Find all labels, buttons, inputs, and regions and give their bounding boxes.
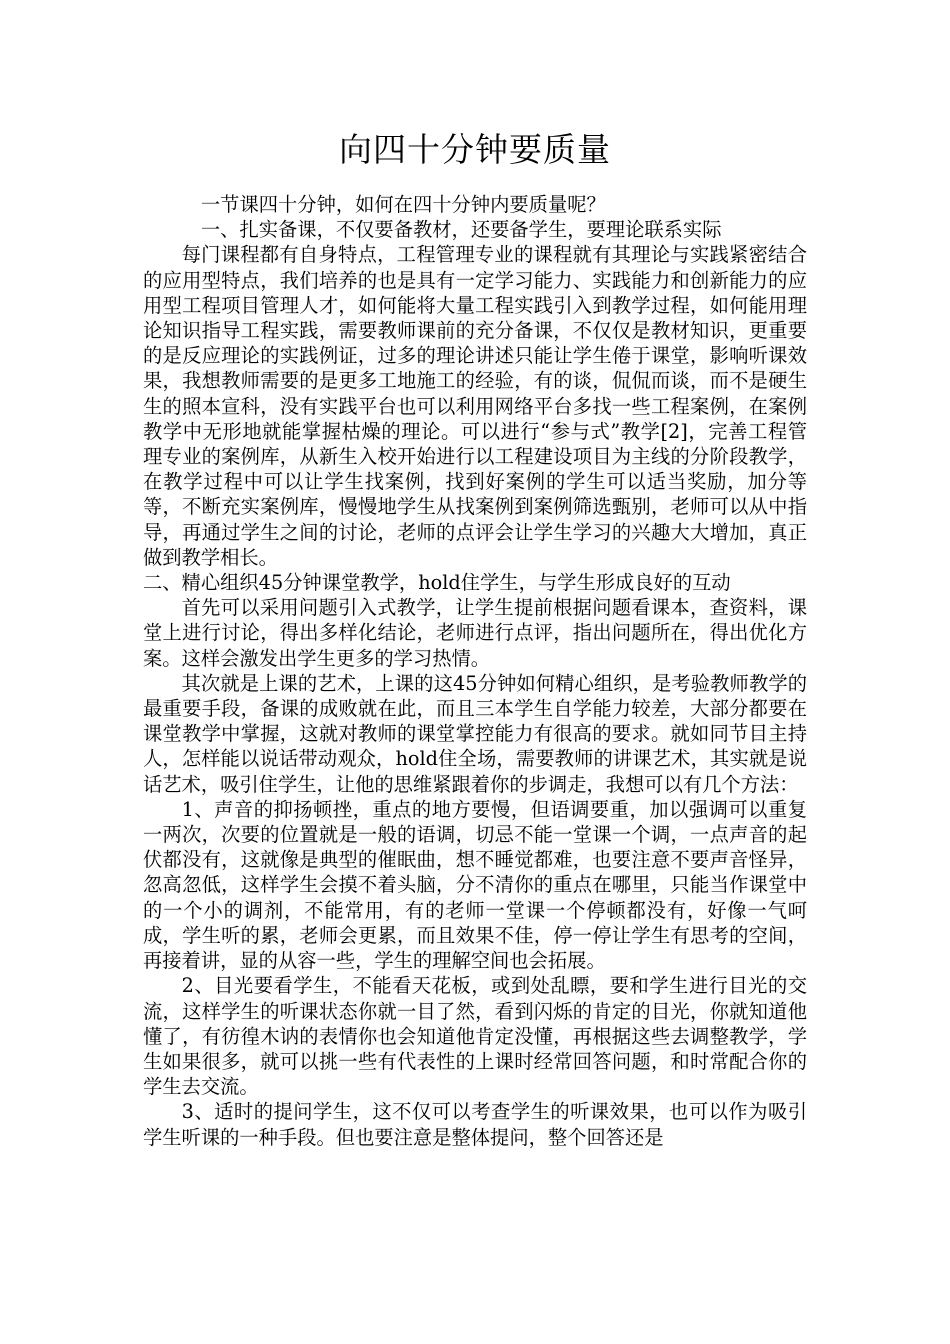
paragraph-body: 其次就是上课的艺术，上课的这45分钟如何精心组织，是考验教师教学的最重要手段，备课的成败就在此，而且三本学生自学能力较差，大部分都要在课堂教学中掌握，这就对教师的课堂掌控能力有很高的要求。就如同节目主持人，怎样能以说话带动观众，hold住全场，需要教师的讲课艺术，其实就是说话艺术，吸引住学生，让他的思维紧跟着你的步调走，我想可以有几个方法：	[143, 671, 807, 796]
section-heading-1: 一、扎实备课，不仅要备教材，还要备学生，要理论联系实际	[200, 218, 722, 242]
paragraph-body: 每门课程都有自身特点，工程管理专业的课程就有其理论与实践紧密结合的应用型特点，我们培养的也是具有一定学习能力、实践能力和创新能力的应用型工程项目管理人才，如何能将大量工程实践引入到教学过程，如何能用理论知识指导工程实践，需要教师课前的充分备课，不仅仅是教材知识，更重要的是反应理论的实践例证，过多的理论讲述只能让学生倦于课堂，影响听课效果，我想教师需要的是更多工地施工的经验，有的谈，侃侃而谈，而不是硬生生的照本宣科，没有实践平台也可以利用网络平台多找一些工程案例，在案例教学中无形地就能掌握枯燥的理论。可以进行“参与式”教学[2]，完善工程管理专业的案例库，从新生入校开始进行以工程建设项目为主线的分阶段教学，在教学过程中可以让学生找案例，找到好案例的学生可以适当奖励，加分等等，不断充实案例库，慢慢地学生从找案例到案例筛选甄别，老师可以从中指导，再通过学生之间的讨论，老师的点评会让学生学习的兴趣大大增加，真正做到教学相长。	[143, 243, 807, 569]
section-heading-2: 二、精心组织45分钟课堂教学，hold住学生，与学生形成良好的互动	[143, 571, 731, 595]
paragraph-method-2: 2、目光要看学生，不能看天花板，或到处乱瞟，要和学生进行目光的交流，这样学生的听课状态你就一目了然，看到闪烁的肯定的目光，你就知道他懂了，有彷徨木讷的表情你也会知道他肯定没懂，再根据这些去调整教学，学生如果很多，就可以挑一些有代表性的上课时经常回答问题，和时常配合你的学生去交流。	[143, 974, 807, 1099]
paragraph-method-1: 1、声音的抑扬顿挫，重点的地方要慢，但语调要重，加以强调可以重复一两次，次要的位置就是一般的语调，切忌不能一堂课一个调，一点声音的起伏都没有，这就像是典型的催眠曲，想不睡觉都难，也要注意不要声音怪异，忽高忽低，这样学生会摸不着头脑，分不清你的重点在哪里，只能当作课堂中的一个小的调剂，不能常用，有的老师一堂课一个停顿都没有，好像一气呵成，学生听的累，老师会更累，而且效果不佳，停一停让学生有思考的空间，再接着讲，显的从容一些，学生的理解空间也会拓展。	[143, 797, 807, 973]
paragraph-intro: 一节课四十分钟，如何在四十分钟内要质量呢？	[200, 193, 606, 216]
paragraph-method-3: 3、适时的提问学生，这不仅可以考查学生的听课效果，也可以作为吸引学生听课的一种手段。但也要注意是整体提问，整个回答还是	[143, 1100, 807, 1149]
document-title: 向四十分钟要质量	[339, 130, 611, 169]
paragraph-body: 首先可以采用问题引入式教学，让学生提前根据问题看课本，查资料，课堂上进行讨论，得出多样化结论，老师进行点评，指出问题所在，得出优化方案。这样会激发出学生更多的学习热情。	[143, 596, 807, 670]
